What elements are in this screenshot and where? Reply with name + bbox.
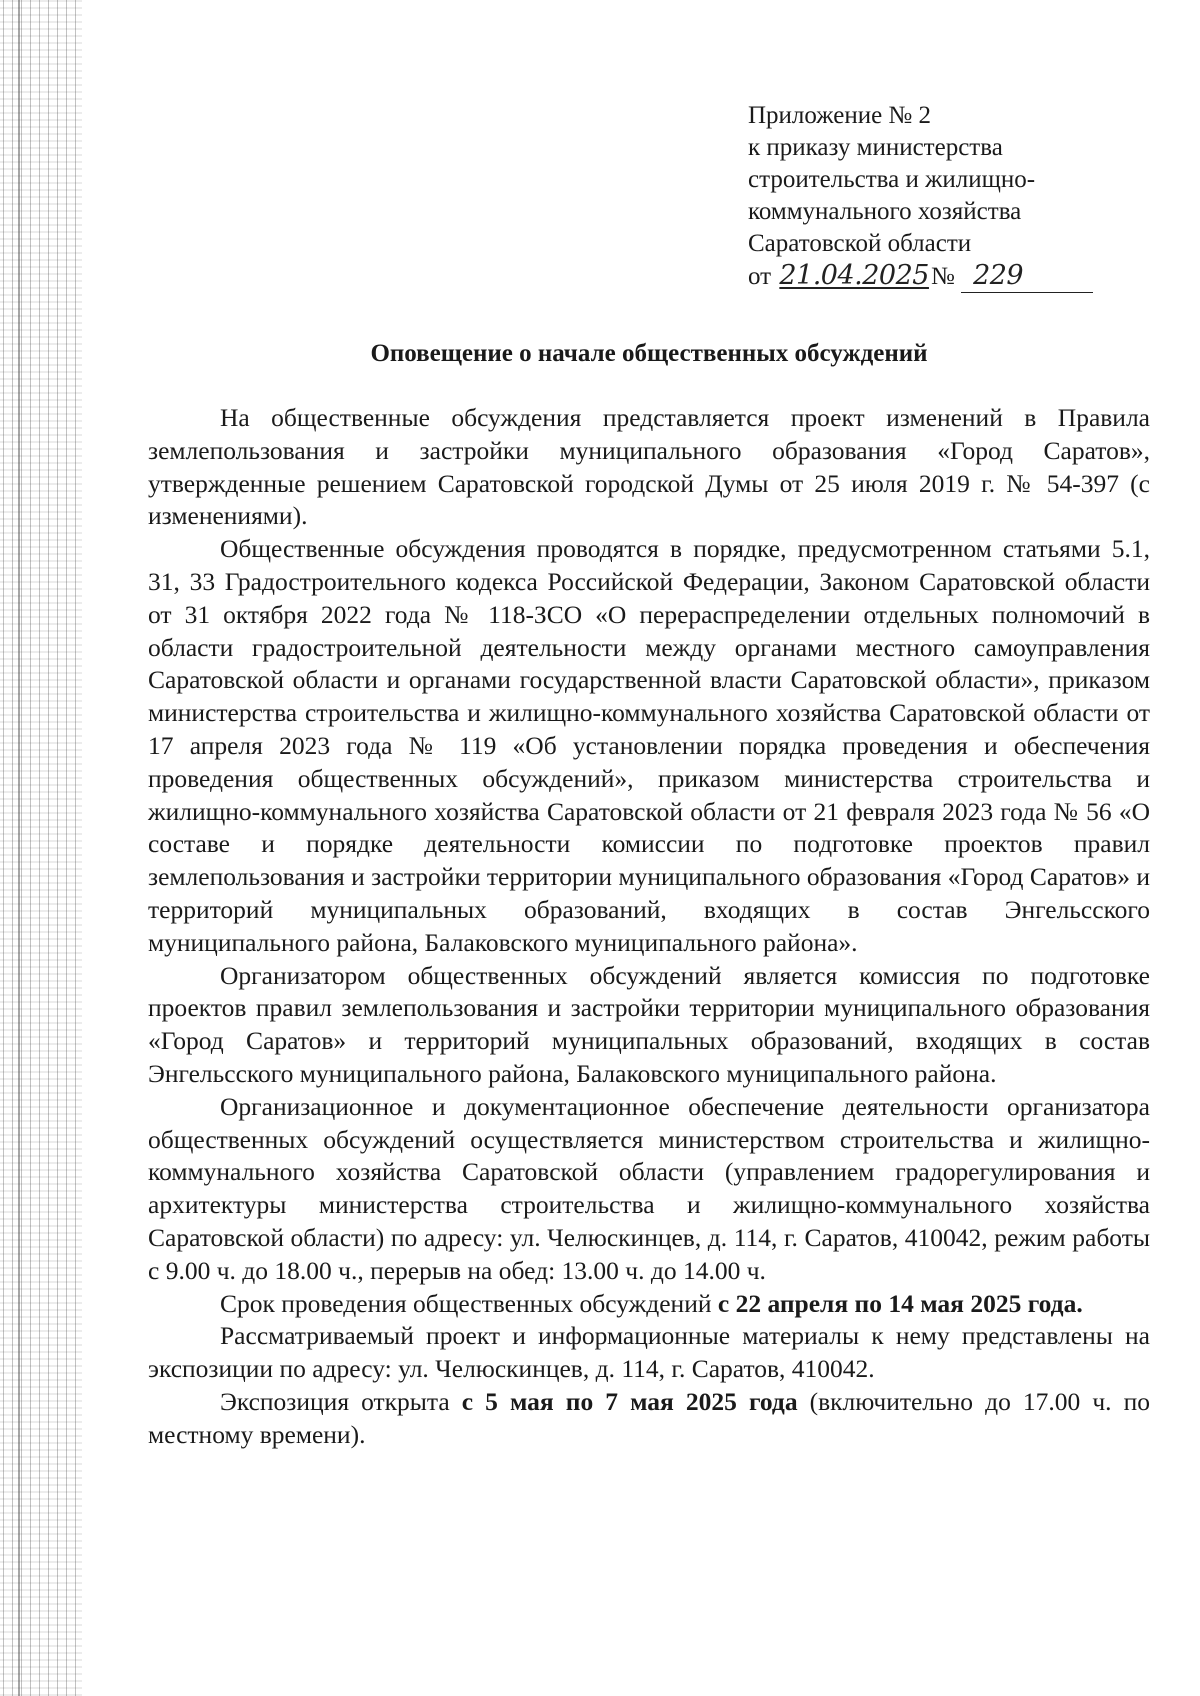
exposition-label: Экспозиция открыта [220,1386,462,1416]
discussion-period-label: Срок проведения общественных обсуждений [220,1288,718,1318]
order-date-number-line [748,260,1148,293]
appendix-line-2: к приказу министерства [748,134,1003,161]
appendix-line-3: строительства и жилищно- [748,166,1036,193]
paragraph-organizer: Организатором общественных обсуждений является комиссия по подготовке проектов правил землепользования и застройки территории муниципального образования «Город Саратов» и территорий муниципальных образований, входящих в состав Энгельсского муниципального района, Балаковского муниципального района. [148,960,1150,1088]
paragraph-exposition-dates [148,1386,1150,1452]
handwritten-date: 21.04.2025 [779,260,929,291]
paragraph-project-submission: На общественные обсуждения представляется проект изменений в Правила землепользования и застройки муниципального образования «Город Саратов», утвержденные решением Саратовской городской Думы от 25 июля 2019 г. № 54-397 (с изменениями). [148,403,1150,531]
scan-binding-strip [0,0,82,1696]
discussion-period-dates: с 22 апреля по 14 мая 2025 года. [717,1288,1083,1318]
handwritten-order-number: 229 [961,260,1093,293]
appendix-line-5: Саратовской области [748,230,972,257]
appendix-line-1: Приложение № 2 [748,102,932,129]
exposition-hours-note: (включительно до 17.00 ч. по местному времени). [148,1386,1150,1449]
paragraph-exposition-location: Рассматриваемый проект и информационные материалы к нему представлены на экспозиции по адресу: ул. Челюскинцев, д. 114, г. Саратов, 410042. [148,1321,1150,1384]
exposition-dates: с 5 мая по 7 мая 2025 года [461,1386,798,1416]
appendix-header [748,100,1148,293]
document-body [148,402,1150,1452]
from-prefix: от [748,263,772,290]
document-title: Оповещение о начале общественных обсуждений [370,340,928,367]
number-sign: № [930,263,955,290]
paragraph-discussion-period [148,1288,1150,1321]
appendix-line-4: коммунального хозяйства [748,198,1022,225]
paragraph-organizational-support: Организационное и документационное обеспечение деятельности организатора общественных обсуждений осуществляется министерством строительства и жилищно-коммунального хозяйства Саратовской области (управлением градорегулирования и архитектуры министерства строительства и жилищно-коммунального хозяйства Саратовской области) по адресу: ул. Челюскинцев, д. 114, г. Саратов, 410042, режим работы с 9.00 ч. до 18.00 ч., перерыв на обед: 13.00 ч. до 14.00 ч. [148,1091,1150,1285]
paragraph-legal-basis: Общественные обсуждения проводятся в порядке, предусмотренном статьями 5.1, 31, 33 Градостроительного кодекса Российской Федерации, Законом Саратовской области от 31 октября 2022 года № 118-ЗСО «О перераспределении отдельных полномочий в области градостроительной деятельности между органами местного самоуправления Саратовской области и органами государственной власти Саратовской области», приказом министерства строительства и жилищно-коммунального хозяйства Саратовской области от 17 апреля 2023 года № 119 «Об установлении порядка проведения и обеспечения проведения общественных обсуждений», приказом министерства строительства и жилищно-коммунального хозяйства Саратовской области от 21 февраля 2023 года № 56 «О составе и порядке деятельности комиссии по подготовке проектов правил землепользования и застройки территории муниципального образования «Город Саратов» и территорий муниципальных образований, входящих в состав Энгельсского муниципального района, Балаковского муниципального района». [148,534,1150,957]
